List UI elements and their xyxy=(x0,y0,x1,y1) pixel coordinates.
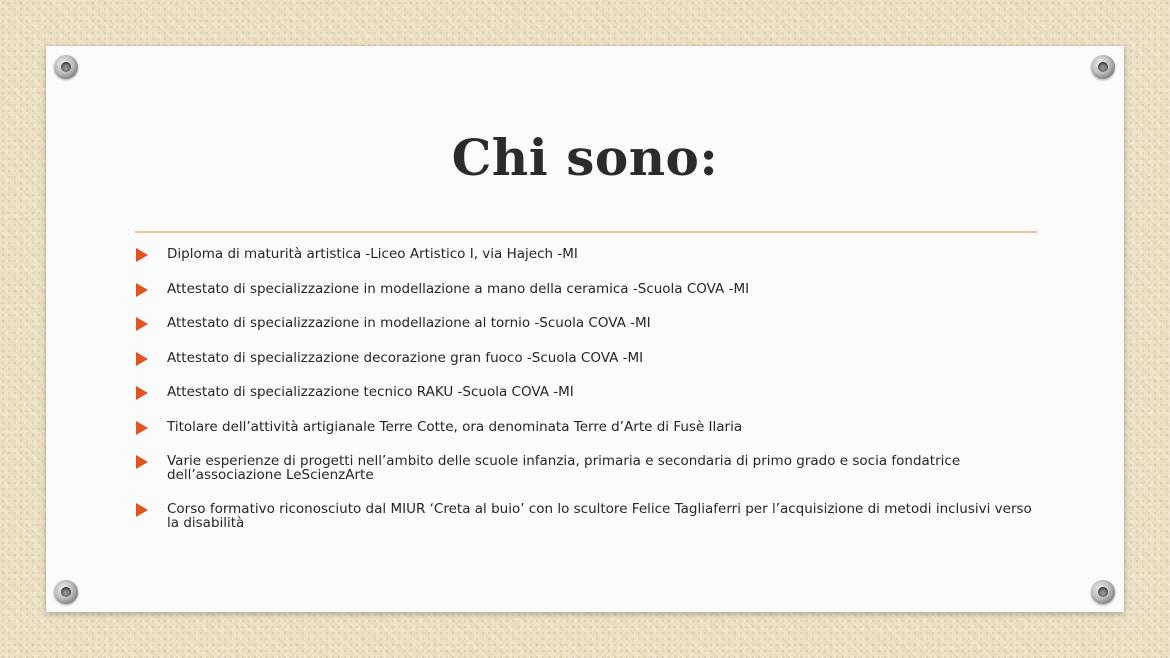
bullet-item xyxy=(134,282,1034,296)
grommet-icon xyxy=(1091,55,1115,79)
bullet-list xyxy=(134,247,1034,550)
bullet-text: Titolare dell’attività artigianale Terre Cotte, ora denominata Terre d’Arte di Fusè Ilaria xyxy=(167,418,743,435)
triangle-arrow-icon xyxy=(136,421,148,435)
bullet-item xyxy=(134,247,1034,261)
slide-title: Chi sono: xyxy=(451,128,719,187)
grommet-icon xyxy=(54,580,78,604)
triangle-arrow-icon xyxy=(136,455,148,469)
bullet-item xyxy=(134,385,1034,399)
bullet-item xyxy=(134,351,1034,365)
bullet-item xyxy=(134,502,1034,530)
bullet-text: Attestato di specializzazione in modellazione a mano della ceramica -Scuola COVA -MI xyxy=(167,280,750,297)
bullet-item xyxy=(134,316,1034,330)
bullet-text: Varie esperienze di progetti nell’ambito delle scuole infanzia, primaria e secondaria di primo grado e socia fondatrice dell’associazione LeScienzArte xyxy=(167,453,961,483)
bullet-text: Diploma di maturità artistica -Liceo Artistico I, via Hajech -MI xyxy=(167,246,578,262)
bullet-text: Attestato di specializzazione decorazione gran fuoco -Scuola COVA -MI xyxy=(167,349,644,366)
triangle-arrow-icon xyxy=(136,283,148,297)
triangle-arrow-icon xyxy=(136,352,148,366)
bullet-item xyxy=(134,454,1034,482)
grommet-icon xyxy=(1091,580,1115,604)
triangle-arrow-icon xyxy=(136,503,148,517)
triangle-arrow-icon xyxy=(136,386,148,400)
bullet-text: Attestato di specializzazione tecnico RAKU -Scuola COVA -MI xyxy=(167,384,574,400)
bullet-text: Corso formativo riconosciuto dal MIUR ‘Creta al buio’ con lo scultore Felice Tagliaferri per l’acquisizione di metodi inclusivi verso la disabilità xyxy=(167,501,1032,531)
title-divider xyxy=(135,231,1037,233)
grommet-icon xyxy=(54,55,78,79)
bullet-text: Attestato di specializzazione in modellazione al tornio -Scuola COVA -MI xyxy=(167,315,651,331)
triangle-arrow-icon xyxy=(136,317,148,331)
bullet-item xyxy=(134,420,1034,434)
triangle-arrow-icon xyxy=(136,248,148,262)
